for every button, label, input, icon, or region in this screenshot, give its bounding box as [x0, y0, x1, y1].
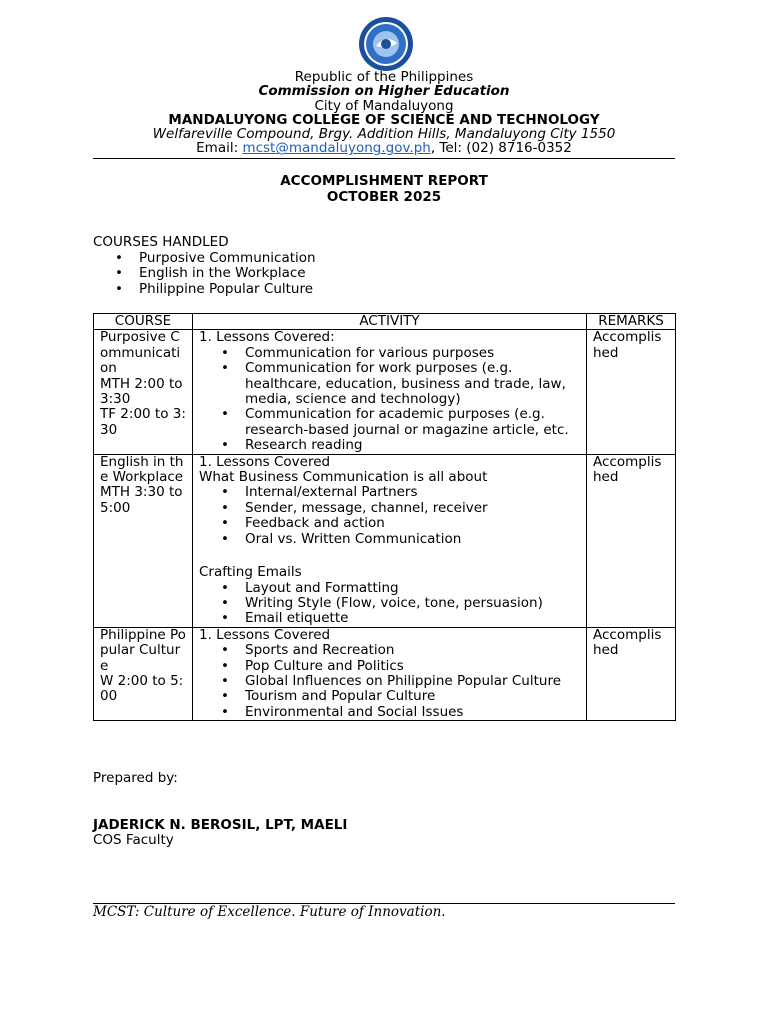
list-item: • Research reading [245, 438, 580, 453]
list-item: • Purposive Communication [139, 251, 675, 267]
email-label: Email: [196, 140, 243, 157]
list-item: • Sports and Recreation [245, 643, 580, 658]
list-item: • Communication for work purposes (e.g. healthcare, education, business and trade, law, media, science and technology) [245, 361, 580, 407]
table-row [94, 454, 676, 627]
list-item: • English in the Workplace [139, 266, 675, 282]
report-title: ACCOMPLISHMENT REPORT [280, 173, 488, 189]
list-item: • Global Influences on Philippine Popular Culture [245, 674, 580, 689]
list-item: • Oral vs. Written Communication [245, 532, 580, 547]
address-line: Welfareville Compound, Brgy. Addition Hills, Mandaluyong City 1550 [152, 126, 616, 143]
list-item: • Pop Culture and Politics [245, 659, 580, 674]
signer-role: COS Faculty [93, 832, 174, 848]
course-name: Purposive Communication [100, 329, 181, 377]
remarks-cell: Accomplished [587, 454, 676, 627]
list-item: • Writing Style (Flow, voice, tone, persuasion) [245, 596, 580, 611]
activity-list [199, 643, 580, 720]
republic-line: Republic of the Philippines [294, 69, 474, 85]
accomplishment-table [93, 313, 676, 721]
list-item: • Tourism and Popular Culture [245, 689, 580, 704]
remarks-cell: Accomplished [587, 627, 676, 720]
list-item: • Philippine Popular Culture [139, 282, 675, 298]
courses-handled [93, 235, 675, 297]
list-item: • Email etiquette [245, 611, 580, 626]
activity-cell [193, 330, 587, 454]
table-row [94, 627, 676, 720]
course-header: COURSE [94, 314, 193, 330]
list-item: • Communication for various purposes [245, 346, 580, 361]
course-schedule: TF 2:00 to 3:30 [100, 406, 186, 438]
courses-list [93, 251, 675, 298]
activity-list [199, 581, 580, 627]
report-title-block [93, 173, 675, 205]
header-divider [93, 158, 675, 159]
signer-name: JADERICK N. BEROSIL, LPT, MAELI [93, 817, 348, 833]
city-line: City of Mandaluyong [314, 97, 454, 114]
table-row [94, 330, 676, 454]
remarks-cell: Accomplished [587, 330, 676, 454]
contact-line [93, 141, 675, 155]
activity-cell [193, 454, 587, 627]
list-item: • Sender, message, channel, receiver [245, 501, 580, 516]
activity-heading: 1. Lessons Covered: [199, 329, 335, 346]
course-cell [94, 454, 193, 627]
course-cell [94, 627, 193, 720]
remarks-header: REMARKS [587, 314, 676, 330]
courses-heading: COURSES HANDLED [93, 234, 229, 250]
course-cell [94, 330, 193, 454]
email-link[interactable]: mcst@mandaluyong.gov.ph [242, 140, 431, 157]
commission-line: Commission on Higher Education [258, 83, 510, 100]
activity-heading: 1. Lessons Covered [199, 626, 331, 643]
course-schedule: W 2:00 to 5:00 [100, 672, 184, 705]
activity-list [199, 346, 580, 454]
list-item: • Communication for academic purposes (e.g. research-based journal or magazine article, etc. [245, 407, 580, 438]
activity-subheading: What Business Communication is all about [199, 469, 488, 486]
activity-list [199, 485, 580, 547]
spacer [199, 547, 580, 565]
activity-header: ACTIVITY [193, 314, 587, 330]
college-seal-icon [356, 16, 416, 72]
prepared-by-label: Prepared by: [93, 770, 178, 786]
footer-motto: MCST: Culture of Excellence. Future of Innovation. [93, 904, 446, 920]
activity-subheading: Crafting Emails [199, 564, 302, 581]
course-schedule: MTH 3:30 to 5:00 [100, 484, 183, 516]
list-item: • Feedback and action [245, 516, 580, 531]
college-name: MANDALUYONG COLLEGE OF SCIENCE AND TECHNOLOGY [168, 111, 600, 128]
list-item: • Internal/external Partners [245, 485, 580, 500]
list-item: • Environmental and Social Issues [245, 705, 580, 720]
course-name: English in the Workplace [100, 453, 184, 486]
course-schedule: MTH 2:00 to 3:30 [100, 375, 183, 408]
table-header-row [94, 314, 676, 330]
report-period: OCTOBER 2025 [326, 189, 442, 205]
tel-text: , Tel: (02) 8716-0352 [430, 140, 572, 157]
activity-cell [193, 627, 587, 720]
letterhead [93, 70, 675, 156]
activity-heading: 1. Lessons Covered [199, 453, 331, 470]
list-item: • Layout and Formatting [245, 581, 580, 596]
course-name: Philippine Popular Culture [100, 626, 186, 674]
